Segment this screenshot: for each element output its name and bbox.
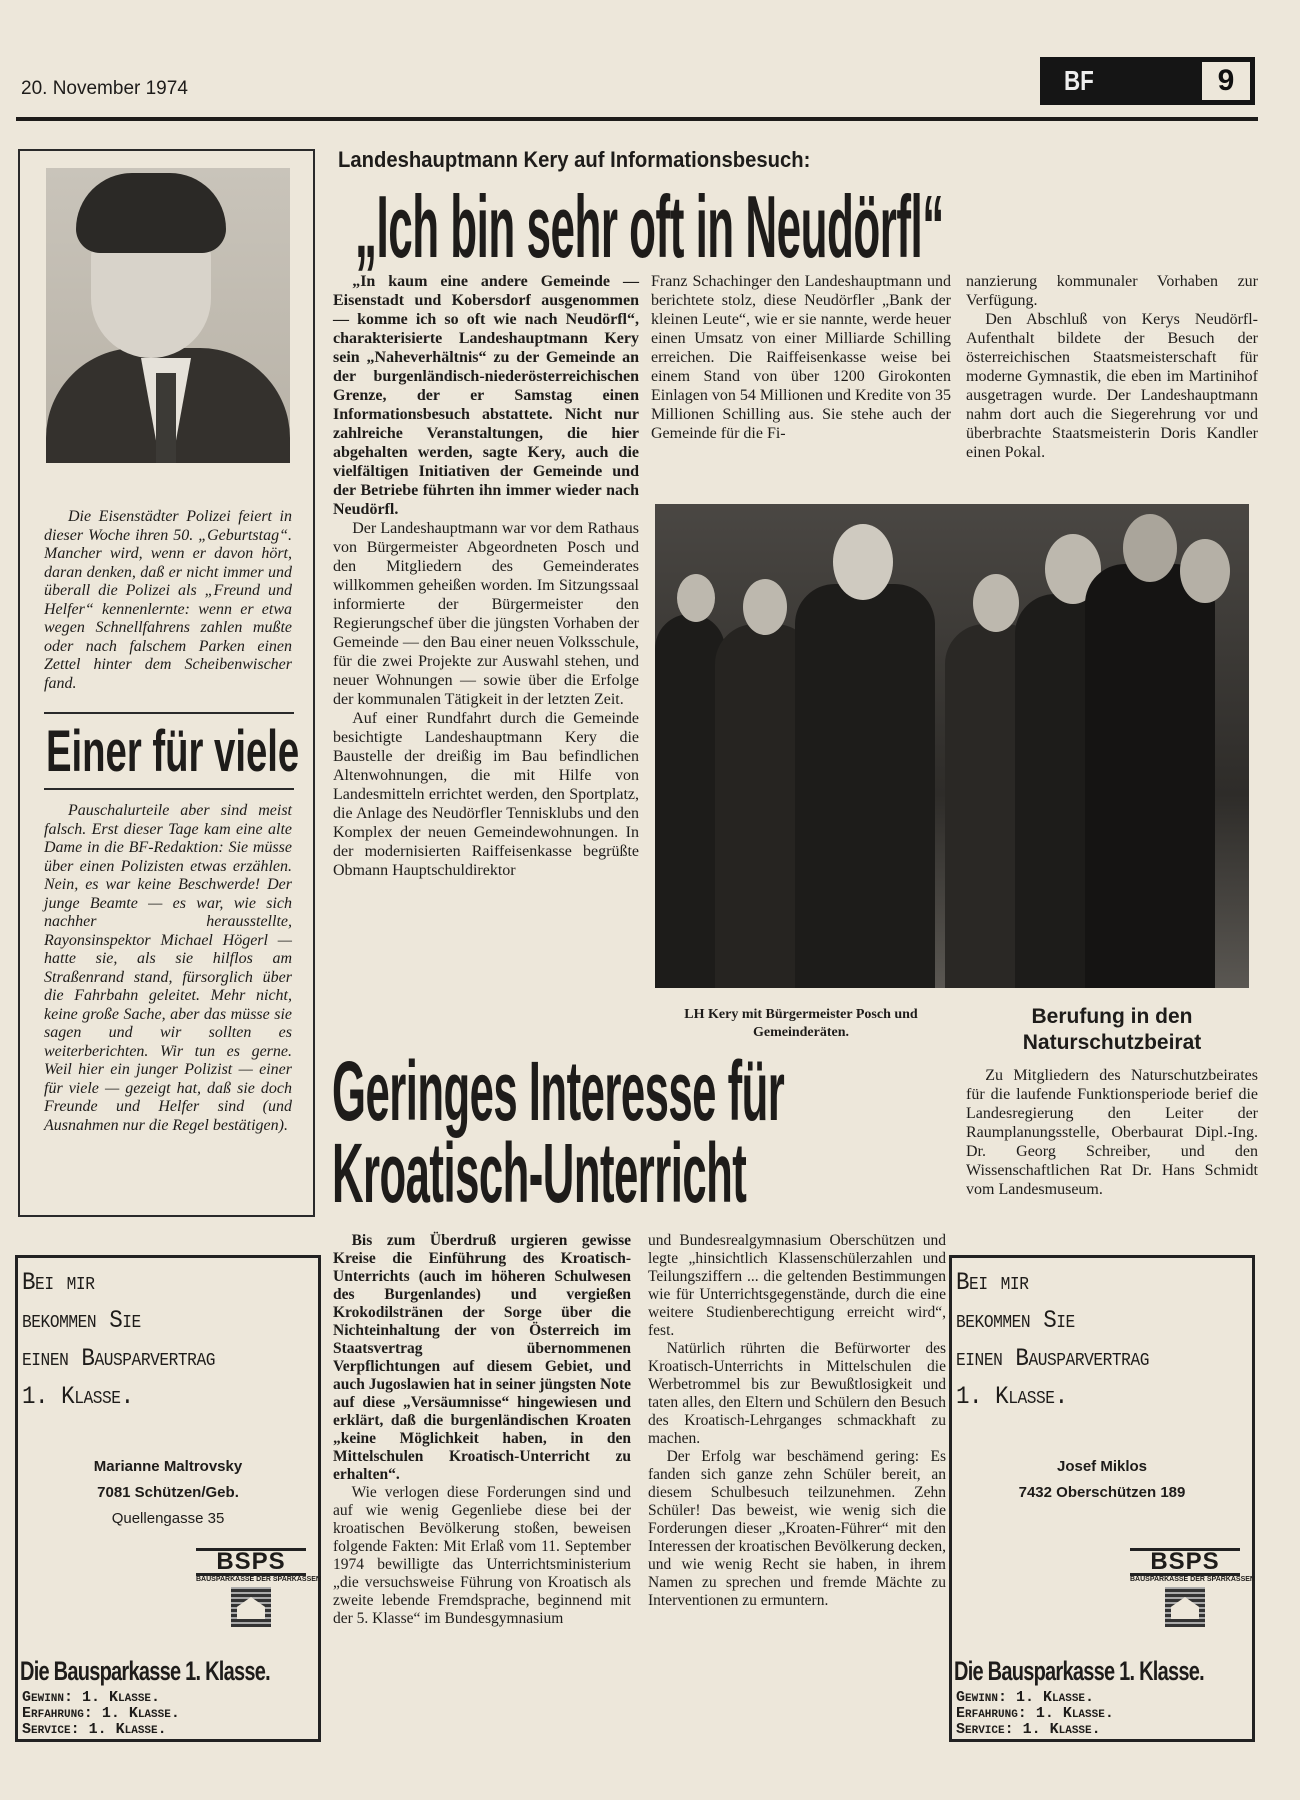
sidebar-intro (44, 508, 292, 693)
bsps-logo (196, 1548, 321, 1627)
bsps-logo (1130, 1548, 1255, 1627)
ad-features (956, 1690, 1114, 1738)
brief-body (966, 1066, 1258, 1199)
article-kicker: Landeshauptmann Kery auf Informationsbesuch: (338, 147, 811, 172)
article-headline-2 (332, 1044, 785, 1220)
slogan-line: einen Bausparvertrag (956, 1344, 1149, 1373)
slogan-line: einen Bausparvertrag (22, 1344, 215, 1373)
feature: Service: 1. Klasse. (956, 1721, 1101, 1738)
ad-address (952, 1454, 1252, 1506)
advertisement-left (15, 1255, 321, 1742)
ad-address (18, 1454, 318, 1532)
divider (44, 788, 294, 790)
feature: Service: 1. Klasse. (22, 1721, 167, 1738)
ad-slogan (956, 1264, 1170, 1416)
paragraph: Natürlich rührten die Befürworter des Kroatisch-Unterrichts in Mittelschulen die Werbetrommel bis zur Bewußtlosigkeit und taten alles, den Eltern und Schülern den Besuch des Kroatisch-Lehrganges schmackhaft zu machen. (648, 1340, 946, 1447)
slogan-line: bekommen Sie (956, 1306, 1075, 1335)
paragraph: „In kaum eine andere Gemeinde — Eisenstadt und Kobersdorf ausgenommen — komme ich so oft wie nach Neudörfl“, charakterisierte Landeshauptmann Kery sein „Naheverhältnis“ zu der Gemeinde an der burgenländisch-niederösterreichischen Grenze, der er Samstag einen Informationsbesuch abstattete. Nicht nur zahlreiche Veranstaltungen, die hier abgehalten werden, sagte Kery, auch die vielfältigen Initiativen der Gemeinde und der Betriebe führten ihn immer wieder nach Neudörfl. (333, 273, 639, 518)
paragraph: Den Abschluß von Kerys Neudörfl-Aufenthalt bildete der Besuch der österreichischen Staatsmeisterschaft für moderne Gymnastik, die eben im Martinihof ausgetragen wurde. Der Landeshauptmann nahm dort auch die Siegerehrung vor und überbrachte Staatsmeisterin Doris Kandler einen Pokal. (966, 311, 1258, 461)
paragraph: Bis zum Überdruß urgieren gewisse Kreise die Einführung des Kroatisch-Unterrichts (auch im höheren Schulwesen des Burgenlandes) und vergießen Krokodilstränen der Sorge über die Nichteinhaltung der von Österreich im Staatsvertrag übernommenen Verpflichtungen auf diesem Gebiet, und auch Jugoslawien hat in seiner jüngsten Note auf diese „Versäumnisse“ hingewiesen und erklärt, daß die burgenländischen Kroaten „keine Möglichkeit haben, in den Mittelschulen Kroatisch-Unterricht zu erhalten“. (333, 1232, 631, 1483)
ad-tagline: Die Bausparkasse 1. Klasse. (20, 1656, 270, 1686)
logo-subtitle: BAUSPARKASSE DER SPARKASSEN (1130, 1576, 1255, 1583)
ad-agent-name: Marianne Maltrovsky (93, 1458, 243, 1475)
logo-subtitle: BAUSPARKASSE DER SPARKASSEN (196, 1576, 321, 1583)
feature: Erfahrung: 1. Klasse. (22, 1705, 180, 1722)
page-badge (1040, 57, 1255, 105)
ad-city: 7081 Schützen/Geb. (97, 1484, 239, 1501)
house-icon (231, 1587, 271, 1627)
slogan-line: 1. Klasse. (956, 1382, 1068, 1411)
paragraph: Wie verlogen diese Forderungen sind und auf wie wenig Gegenliebe diese bei der kroatischen Bevölkerung stoßen, beweisen folgende Fakten: Mit Erlaß vom 11. September 1974 bewilligte das Unterrichtsministerium „die versuchsweise Führung von Kroatisch als zweite lebende Fremdsprache, beginnend mit der 5. Klasse“ im Bundesgymnasium (333, 1484, 631, 1627)
paragraph: Der Landeshauptmann war vor dem Rathaus von Bürgermeister Abgeordneten Posch und den Mitgliedern des Gemeinderates willkommen geheißen worden. Im Sitzungssaal informierte der Bürgermeister den Regierungschef über die jüngsten Vorhaben der Gemeinde — den Bau einer neuen Volksschule, für die zwei Projekte zur Auswahl stehen, und neuer Wohnungen — sowie über die Erfolge der kommunalen Tätigkeit in der letzten Zeit. (333, 520, 639, 708)
slogan-line: bekommen Sie (22, 1306, 141, 1335)
sidebar-intro-text: Die Eisenstädter Polizei feiert in dieser Woche ihren 50. „Geburtstag“. Mancher wird, wenn er davon hört, daran denken, daß er nicht immer und überall die Polizei als „Freund und Helfer“ kennenlernte: wenn er etwa wegen Schnellfahrens zahlen mußte oder nach falschem Parken einen Zettel hinter dem Scheibenwischer fand. (44, 508, 292, 692)
article-headline: „Ich bin sehr oft in Neudörfl“ (355, 177, 944, 276)
logo-text: BSPS (196, 1548, 306, 1576)
page-number: 9 (1202, 62, 1250, 100)
article-column-2 (651, 272, 951, 443)
ad-street: Quellengasse 35 (111, 1510, 225, 1527)
paragraph: Der Erfolg war beschämend gering: Es fanden sich ganze zehn Schüler bereit, an diesem Schulbesuch teilzunehmen. Zehn Schüler! Das beweist, wie wenig sich die Forderungen dieser „Kroaten-Führer“ mit den Interessen der kroatischen Bevölkerung decken, und wie wenig Recht sie haben, in ihrem Namen zu sprechen und fremde Mächte zu Interventionen zu ermuntern. (648, 1448, 946, 1609)
brief-headline: Berufung in den Naturschutzbeirat (1022, 1005, 1202, 1054)
article2-column-1 (333, 1232, 631, 1628)
header-rule (16, 117, 1258, 121)
article-column-1 (333, 272, 639, 880)
headline-line: Kroatisch-Unterricht (332, 1126, 747, 1220)
headline-line: Geringes Interesse für (332, 1044, 785, 1138)
sidebar-title: Einer für viele (46, 719, 300, 784)
paragraph: Auf einer Rundfahrt durch die Gemeinde besichtigte Landeshauptmann Kery die Baustelle der dreißig im Bau befindlichen Altenwohnungen, die mit Hilfe von Landesmitteln errichtet werden, den Sportplatz, die Anlage des Neudörfler Tennisklubs und den Komplex der neuen Gemeindewohnungen. In der modernisierten Raiffeisenkasse begrüßte Obmann Hauptschuldirektor (333, 710, 639, 879)
portrait-photo (46, 168, 290, 463)
paragraph: Franz Schachinger den Landeshauptmann und berichtete stolz, diese Neudörfler „Bank der kleinen Leute“, wie er sie nannte, werde heuer einen Umsatz von einer Milliarde Schilling erreichen. Die Raiffeisenkasse weise bei einem Stand von über 1200 Girokonten Einlagen von 54 Millionen und Kredite von 35 Millionen Schilling aus. Sie stehe auch der Gemeinde für die Fi- (651, 273, 951, 442)
house-icon (1165, 1587, 1205, 1627)
paragraph: Zu Mitgliedern des Naturschutzbeirates für die laufende Funktionsperiode berief die Landesregierung den Leiter der Raumplanungsstelle, Oberbaurat Dipl.-Ing. Dr. Georg Schreiber, und den Wissenschaftlichen Rat Dr. Hans Schmidt vom Landesmuseum. (966, 1067, 1258, 1198)
ad-city: 7432 Oberschützen 189 (1018, 1484, 1186, 1501)
ad-slogan (22, 1264, 236, 1416)
divider (44, 712, 294, 714)
feature: Gewinn: 1. Klasse. (956, 1689, 1095, 1706)
news-photo (655, 504, 1249, 988)
sidebar-body-text: Pauschalurteile aber sind meist falsch. Erst dieser Tage kam eine alte Dame in die BF-Redaktion: Sie müsse über einen Polizisten etwas erzählen. Nein, es war keine Beschwerde! Der junge Beamte — es war, wie sich nachher herausstellte, Rayonsinspektor Michael Högerl — hatte sie, als sie hilflos am Straßenrand stand, fürsorglich über die Fahrbahn geleitet. Mehr nicht, keine große Sache, aber das müsse sie sagen und wir sollten es weiterberichten. Wir tun es gerne. Weil hier ein junger Polizist — einer für viele — gezeigt hat, daß sie doch Freunde und Helfer sind (und Ausnahmen nur die Regel bestätigen). (44, 802, 292, 1134)
slogan-line: 1. Klasse. (22, 1382, 134, 1411)
paragraph: nanzierung kommunaler Vorhaben zur Verfügung. (966, 273, 1258, 309)
ad-agent-name: Josef Miklos (1056, 1458, 1148, 1475)
slogan-line: Bei mir (22, 1268, 95, 1297)
slogan-line: Bei mir (956, 1268, 1029, 1297)
feature: Gewinn: 1. Klasse. (22, 1689, 161, 1706)
ad-features (22, 1690, 180, 1738)
article-column-3 (966, 272, 1258, 462)
ad-tagline: Die Bausparkasse 1. Klasse. (954, 1656, 1204, 1686)
advertisement-right (949, 1255, 1255, 1742)
paragraph: und Bundesrealgymnasium Oberschützen und legte „hinsichtlich Klassenschülerzahlen und Teilungsziffern ... die geltenden Bestimmungen wie für Unterrichtsgegenstände, durch die eine weitere Studienberechtigung erreicht wird“, fest. (648, 1232, 946, 1339)
article2-column-2 (648, 1232, 946, 1610)
issue-date: 20. November 1974 (21, 78, 188, 99)
sidebar-body (44, 802, 292, 1135)
photo-caption: LH Kery mit Bürgermeister Posch und Gemeinderäten. (684, 1007, 918, 1040)
feature: Erfahrung: 1. Klasse. (956, 1705, 1114, 1722)
logo-text: BSPS (1130, 1548, 1240, 1576)
paper-name: BF (1064, 65, 1094, 96)
